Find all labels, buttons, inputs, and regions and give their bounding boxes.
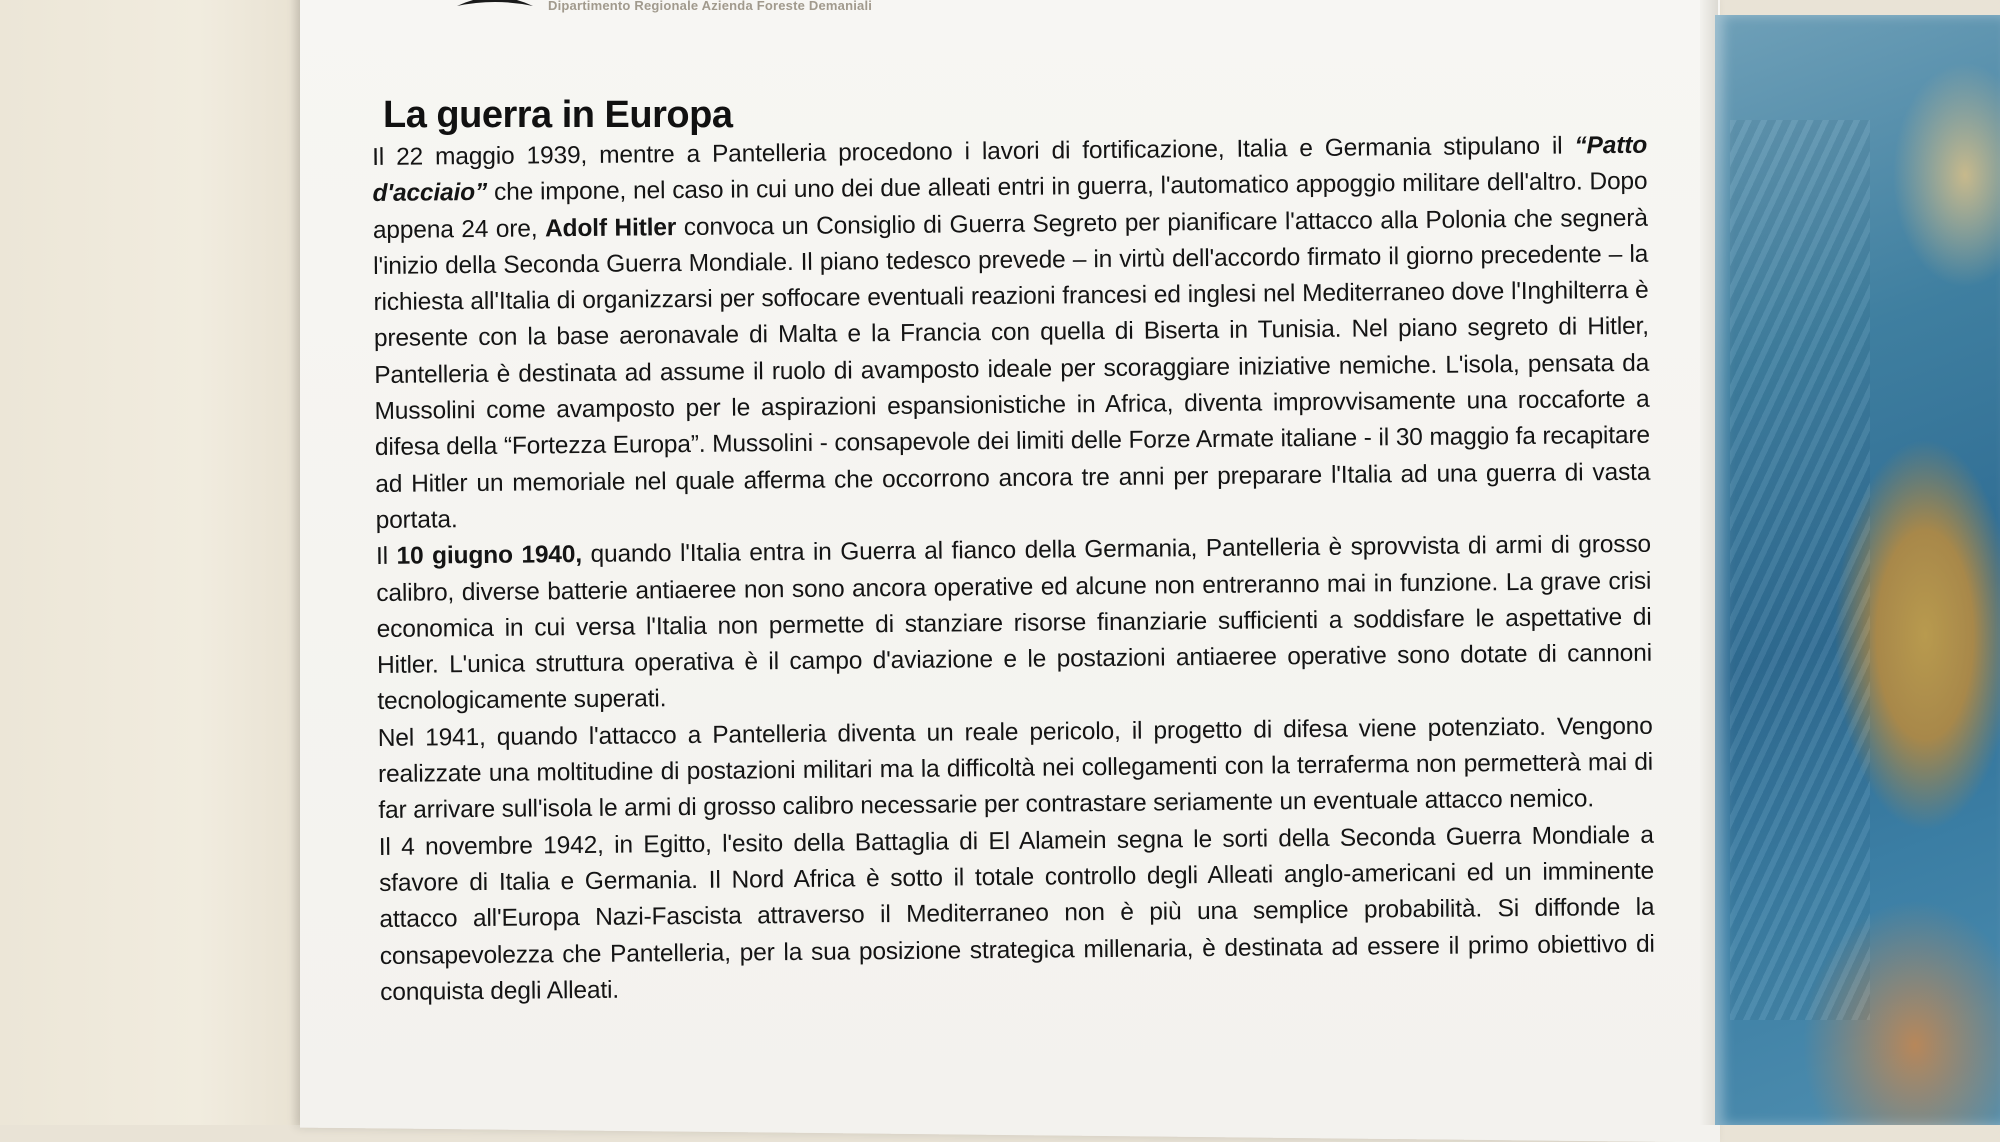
article-body <box>372 128 1655 1011</box>
map-relief <box>1730 120 1870 1020</box>
emphasis-segment: 10 giugno 1940, <box>396 541 583 571</box>
eagle-logo-icon <box>455 0 535 10</box>
emphasis-segment: “Patto d'acciaio” <box>372 131 1648 208</box>
emphasis-segment: Adolf Hitler <box>544 213 677 242</box>
paragraph <box>372 128 1651 539</box>
paragraph <box>376 527 1653 721</box>
text-segment: che impone, nel caso in cui uno dei due alleati entri in guerra, l'automatico appoggio militare dell'altro. Dopo appena 24 ore, <box>372 168 1648 244</box>
text-segment: quando l'Italia entra in Guerra al fianco della Germania, Pantelleria è sprovvista di armi di grosso calibro, diverse batterie antiaeree non sono ancora operative ed alcune non entreranno mai in funzione. La grave crisi economica in cui versa l'Italia non permette di stanziare risorse finanziarie sufficienti a soddisfare le aspettative di Hitler. L'unica struttura operativa è il campo d'aviazione e le postazioni antiaeree operative sono dotate di cannoni tecnologicamente superati. <box>376 531 1653 716</box>
paragraph <box>379 817 1656 1011</box>
text-segment: Il <box>375 543 397 571</box>
text-segment: Il 4 novembre 1942, in Egitto, l'esito della Battaglia di El Alamein segna le sorti della Seconda Guerra Mondiale a sfavore di Italia e Germania. Il Nord Africa è sotto il totale controllo degli Alleati anglo-americani ed un imminente attacco all'Europa Nazi-Fascista attraverso il Mediterraneo non è più una semplice probabilità. Si diffonde la consapevolezza che Pantelleria, per la sua posizione strategica millenaria, è destinata ad essere il primo obiettivo di conquista degli Alleati. <box>378 821 1655 1006</box>
text-segment: Nel 1941, quando l'attacco a Pantelleria diventa un reale pericolo, il progetto di difesa viene potenziato. Vengono realizzate una moltitudine di postazioni militari ma la difficoltà nei collegamenti con la terraferma non permetterà mai di far arrivare sull'isola le armi di grosso calibro necessarie per contrastare seriamente un eventuale attacco nemico. <box>377 712 1654 825</box>
text-segment: convoca un Consiglio di Guerra Segreto per pianificare l'attacco alla Polonia che segnerà l'inizio della Seconda Guerra Mondiale. Il piano tedesco prevede – in virtù dell'accordo firmato il giorno precedente – la richiesta all'Italia di organizzarsi per soffocare eventuali reazioni francesi ed inglesi nel Mediterraneo dove l'Inghilterra è presente con la base aeronavale di Malta e la Francia con quella di Biserta in Tunisia. Nel piano segreto di Hitler, Pantelleria è destinata ad assume il ruolo di avamposto ideale per scoraggiare iniziative nemiche. L'isola, pensata da Mussolini come avamposto per le aspirazioni espansionistiche in Africa, diventa improvvisamente una roccaforte a difesa della “Fortezza Europa”. Mussolini - consapevole dei limiti delle Forze Armate italiane - il 30 maggio fa recapitare ad Hitler un memoriale nel quale afferma che occorrono ancora tre anni per preparare l'Italia ad una guerra di vasta portata. <box>373 204 1651 534</box>
page-title: La guerra in Europa <box>383 94 733 136</box>
text-segment: Il 22 maggio 1939, mentre a Pantelleria procedono i lavori di fortificazione, Italia e Germania stipulano il <box>372 132 1575 171</box>
wall-background <box>0 0 330 1125</box>
header-department-text: Dipartimento Regionale Azienda Foreste Demaniali <box>548 0 873 13</box>
paragraph <box>378 708 1654 829</box>
